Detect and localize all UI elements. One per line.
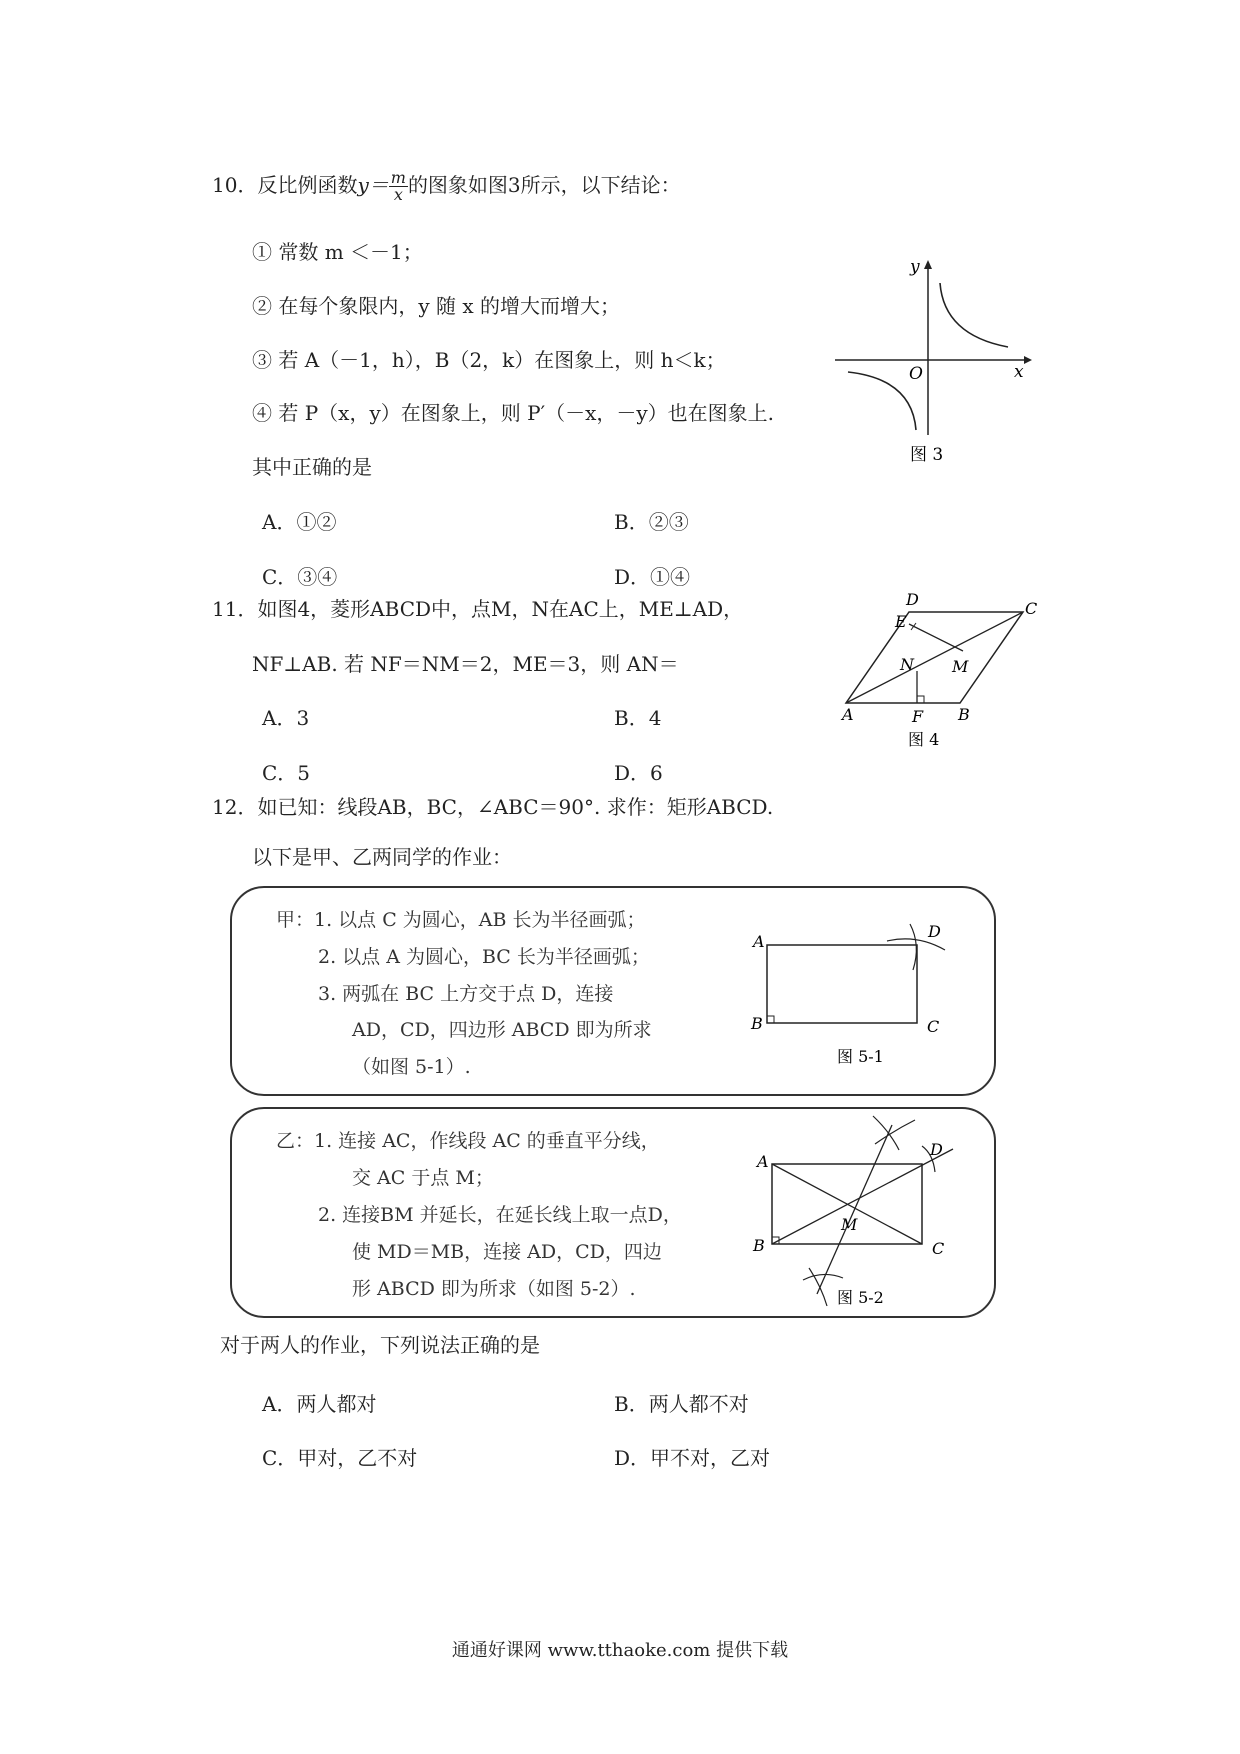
- q12-number: 12．: [212, 795, 258, 819]
- q10-conclusion-3: ③ 若 A（－1，h），B（2，k）在图象上，则 h＜k；: [252, 348, 726, 372]
- q10-conclusion-4: ④ 若 P（x，y）在图象上，则 P′（－x，－y）也在图象上.: [252, 401, 775, 425]
- figure-4-label-b: B: [958, 705, 970, 724]
- q10-frac-den: x: [393, 185, 403, 204]
- q10-question: 其中正确的是: [252, 455, 372, 479]
- yi-step-1: 乙：1. 连接 AC，作线段 AC 的垂直平分线，: [276, 1130, 660, 1152]
- q10-frac-num: m: [390, 168, 406, 187]
- jia-step-2: 2. 以点 A 为圆心，BC 长为半径画弧；: [318, 946, 650, 968]
- figure-5-2-caption: 图 5-2: [837, 1288, 884, 1307]
- q11-line-2: NF⊥AB. 若 NF＝NM＝2，ME＝3，则 AN＝: [252, 652, 679, 676]
- figure-3-y-label: y: [910, 257, 920, 277]
- figure-3-caption: 图 3: [910, 445, 944, 465]
- yi-step-2: 2. 连接BM 并延长，在延长线上取一点D，: [318, 1204, 682, 1226]
- jia-step-3: 3. 两弧在 BC 上方交于点 D，连接: [318, 983, 614, 1005]
- yi-step-2-end: 形 ABCD 即为所求（如图 5-2）.: [352, 1278, 636, 1300]
- q12-question: 对于两人的作业，下列说法正确的是: [220, 1333, 540, 1357]
- figure-3-x-label: x: [1014, 362, 1024, 382]
- q12-option-c: C．甲对，乙不对: [262, 1446, 418, 1470]
- figure-5-1-rectangle: [745, 920, 965, 1070]
- figure-4-label-m: M: [952, 657, 969, 676]
- q10-fraction: [389, 170, 408, 203]
- q10-option-c: C．③④: [262, 565, 338, 589]
- q12-line-2: 以下是甲、乙两同学的作业：: [252, 845, 512, 869]
- q12-option-b: B．两人都不对: [614, 1392, 749, 1416]
- figure-5-2-label-c: C: [932, 1239, 945, 1258]
- figure-5-1-caption: 图 5-1: [837, 1047, 884, 1066]
- q11-option-c: C．5: [262, 761, 311, 785]
- figure-3-hyperbola-graph: [830, 255, 1040, 470]
- figure-5-1-label-b: B: [751, 1014, 763, 1033]
- figure-5-2-label-a: A: [757, 1152, 769, 1171]
- q12-option-a: A．两人都对: [262, 1392, 377, 1416]
- figure-5-2-label-b: B: [753, 1236, 765, 1255]
- figure-3-origin-label: O: [909, 364, 923, 384]
- figure-5-1-label-c: C: [927, 1017, 940, 1036]
- q12-option-d: D．甲不对，乙对: [614, 1446, 771, 1470]
- q10-stem: [212, 170, 681, 203]
- figure-5-2-label-m: M: [841, 1215, 858, 1234]
- q10-option-d: D．①④: [614, 565, 691, 589]
- q10-y-eq: y＝: [357, 173, 389, 197]
- figure-4-label-f: F: [912, 707, 924, 726]
- q11-option-d: D．6: [614, 761, 663, 785]
- q10-stem-post: 的图象如图3所示，以下结论：: [407, 173, 681, 197]
- q10-number: 10．: [212, 173, 258, 197]
- jia-step-3-cont: AD，CD，四边形 ABCD 即为所求: [352, 1019, 652, 1041]
- figure-5-1-label-a: A: [753, 932, 765, 951]
- q12-line-1: [212, 795, 773, 819]
- figure-4-label-c: C: [1025, 599, 1038, 618]
- q11-option-b: B．4: [614, 706, 662, 730]
- q10-option-a: A．①②: [262, 510, 337, 534]
- q10-option-b: B．②③: [614, 510, 689, 534]
- yi-step-2-cont: 使 MD＝MB，连接 AD，CD，四边: [352, 1241, 662, 1263]
- figure-5-2-rectangle: [745, 1110, 970, 1310]
- figure-4-label-n: N: [900, 655, 914, 674]
- q12-line-1-text: 如已知：线段AB，BC，∠ABC＝90°. 求作：矩形ABCD.: [257, 795, 774, 819]
- figure-4-rhombus: [820, 590, 1040, 755]
- q10-conclusion-2: ② 在每个象限内，y 随 x 的增大而增大；: [252, 294, 621, 318]
- jia-step-1: 甲：1. 以点 C 为圆心，AB 长为半径画弧；: [276, 909, 646, 931]
- jia-step-3-end: （如图 5-1）.: [352, 1056, 471, 1078]
- figure-4-caption: 图 4: [908, 730, 940, 749]
- q10-conclusion-1: ① 常数 m ＜－1；: [252, 240, 423, 264]
- figure-4-label-a: A: [842, 705, 854, 724]
- figure-4-label-d: D: [906, 590, 919, 609]
- q11-option-a: A．3: [262, 706, 310, 730]
- figure-5-1-label-d: D: [928, 922, 941, 941]
- yi-step-1-cont: 交 AC 于点 M；: [352, 1167, 494, 1189]
- q11-line-1: [212, 597, 743, 621]
- figure-4-label-e: E: [895, 612, 907, 631]
- q11-number: 11．: [212, 597, 258, 621]
- figure-5-2-label-d: D: [930, 1140, 943, 1159]
- q11-line-1-text: 如图4，菱形ABCD中，点M，N在AC上，ME⊥AD，: [257, 597, 744, 621]
- q10-stem-pre: 反比例函数: [257, 173, 358, 197]
- page-footer: 通通好课网 www.tthaoke.com 提供下载: [451, 1640, 789, 1661]
